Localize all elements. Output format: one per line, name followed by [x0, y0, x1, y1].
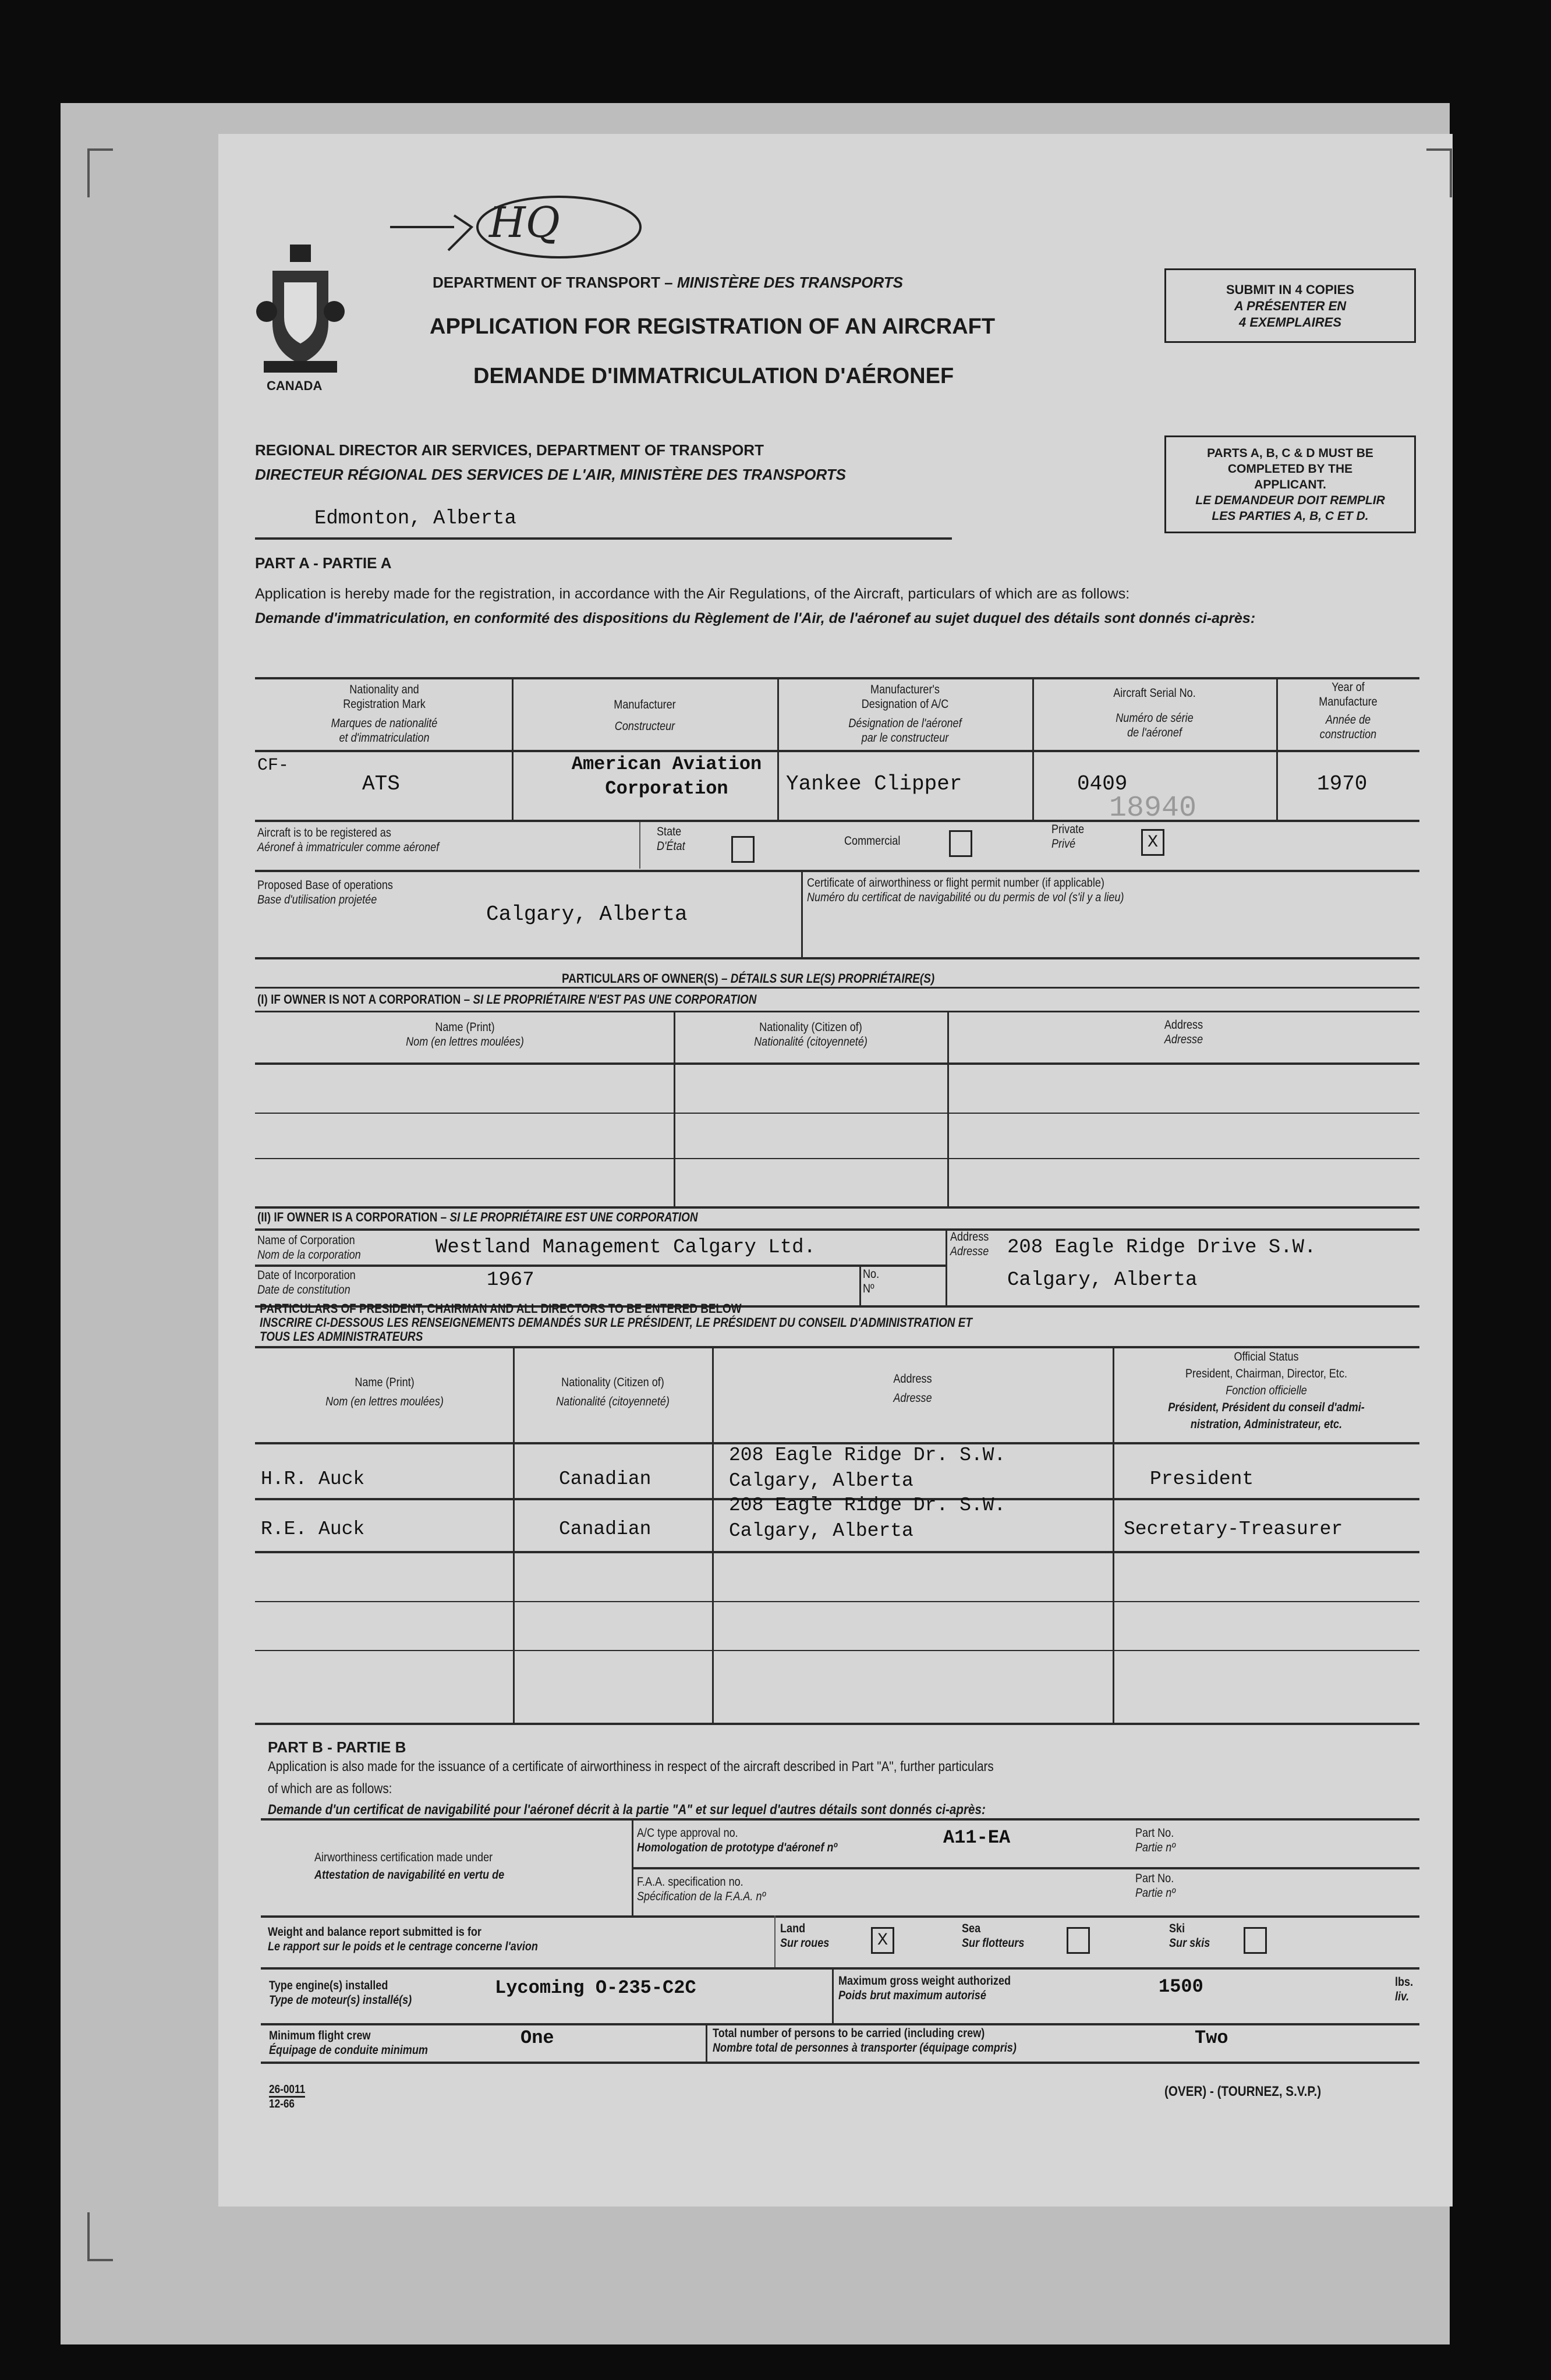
director-address[interactable]: 208 Eagle Ridge Dr. S.W. Calgary, Alberta	[729, 1494, 1006, 1542]
nationality-prefix: CF-	[257, 756, 289, 775]
weight-balance-label: Weight and balance report submitted is for Le rapport sur le poids et le centrage concerne l'avion	[268, 1925, 538, 1953]
director-status[interactable]: President	[1150, 1468, 1254, 1490]
part-b-intro: Application is also made for the issuance of a certificate of airworthiness in respect of the aircraft described in Part "A", further particulars of which are as follows:	[268, 1759, 994, 1797]
serial-stamp: 18940	[1109, 792, 1197, 825]
director-col-address: Address Adresse	[893, 1372, 932, 1405]
min-crew-label: Minimum flight crew Équipage de conduite minimum	[269, 2029, 428, 2057]
certificate-label: Certificate of airworthiness or flight permit number (if applicable) Numéro du certificat de navigabilité ou du permis de vol (s'il y a lieu)	[807, 876, 1124, 904]
col-header-designation: Manufacturer's Designation of A/C Désignation de l'aéronef par le constructeur	[848, 683, 962, 745]
registered-as-label: Aircraft is to be registered as Aéronef à immatriculer comme aéronef	[257, 826, 440, 854]
corp-address-line1[interactable]: 208 Eagle Ridge Drive S.W.	[1007, 1237, 1316, 1259]
weight-unit: lbs. liv.	[1395, 1975, 1414, 2003]
over-note: (OVER) - (TOURNEZ, S.V.P.)	[1164, 2084, 1322, 2099]
corp-address-line2[interactable]: Calgary, Alberta	[1007, 1269, 1198, 1291]
non-corporation-heading: (I) IF OWNER IS NOT A CORPORATION – SI LE PROPRIÉTAIRE N'EST PAS UNE CORPORATION	[257, 992, 757, 1007]
engine-label: Type engine(s) installed Type de moteur(s) installé(s)	[269, 1979, 412, 2007]
commercial-checkbox[interactable]	[949, 830, 972, 857]
state-label: State D'État	[657, 825, 685, 853]
director-name[interactable]: H.R. Auck	[261, 1468, 365, 1490]
director-name[interactable]: R.E. Auck	[261, 1518, 365, 1540]
airworthiness-label: Airworthiness certification made under Attestation de navigabilité en vertu de	[314, 1851, 505, 1882]
director-nationality[interactable]: Canadian	[559, 1468, 651, 1490]
private-label: Private Privé	[1051, 823, 1085, 851]
ski-checkbox[interactable]	[1244, 1927, 1267, 1954]
director-col-status: Official Status President, Chairman, Director, Etc. Fonction officielle Président, Président du conseil d'admi- nistration, Administrateur, etc.	[1168, 1350, 1365, 1431]
submit-copies-box: SUBMIT IN 4 COPIES A PRÉSENTER EN 4 EXEMPLAIRES	[1164, 268, 1416, 343]
owner-col-address: Address Adresse	[1164, 1018, 1203, 1046]
part-b-heading: PART B - PARTIE B	[268, 1738, 406, 1756]
incorporation-no-label: No. Nº	[863, 1267, 880, 1295]
part-b-intro-fr: Demande d'un certificat de navigabilité pour l'aéronef décrit à la partie "A" et sur lequel d'autres détails sont donnés ci-après:	[268, 1802, 986, 1818]
faa-spec-label: F.A.A. specification no. Spécification de la F.A.A. nº	[637, 1875, 766, 1903]
col-header-registration: Nationality and Registration Mark Marques de nationalité et d'immatriculation	[331, 683, 438, 745]
coat-of-arms-logo	[255, 242, 346, 381]
commercial-label: Commercial	[844, 834, 901, 848]
director-col-name: Name (Print) Nom (en lettres moulées)	[325, 1376, 444, 1408]
department-line: DEPARTMENT OF TRANSPORT – MINISTÈRE DES TRANSPORTS	[433, 274, 903, 291]
faa-part-no-label: Part No. Partie nº	[1135, 1872, 1175, 1900]
land-checkbox[interactable]: X	[871, 1927, 894, 1954]
director-address[interactable]: 208 Eagle Ridge Dr. S.W. Calgary, Alberta	[729, 1444, 1006, 1492]
director-nationality[interactable]: Canadian	[559, 1518, 651, 1540]
form-title: APPLICATION FOR REGISTRATION OF AN AIRCRAFT	[430, 314, 996, 339]
base-label: Proposed Base of operations Base d'utilisation projetée	[257, 879, 393, 906]
type-approval-label: A/C type approval no. Homologation de prototype d'aéronef nº	[637, 1826, 837, 1854]
col-header-year: Year of Manufacture Année de construction	[1319, 681, 1378, 741]
min-crew-field[interactable]: One	[520, 2027, 554, 2049]
corp-address-label: Address Adresse	[950, 1230, 989, 1258]
corp-name-field[interactable]: Westland Management Calgary Ltd.	[435, 1237, 816, 1259]
director-status[interactable]: Secretary-Treasurer	[1124, 1518, 1343, 1540]
corp-name-label: Name of Corporation Nom de la corporation	[257, 1234, 361, 1262]
country-label: CANADA	[267, 378, 323, 393]
form-number: 26-0011 12-66	[269, 2083, 306, 2110]
type-approval-field[interactable]: A11-EA	[943, 1827, 1011, 1848]
sea-checkbox[interactable]	[1067, 1927, 1090, 1954]
parts-required-box: PARTS A, B, C & D MUST BE COMPLETED BY THE APPLICANT. LE DEMANDEUR DOIT REMPLIR LES PARTIES A, B, C ET D.	[1164, 435, 1416, 533]
serial-number-field[interactable]: 0409	[1077, 772, 1128, 796]
land-label: Land Sur roues	[780, 1922, 830, 1950]
form-title-fr: DEMANDE D'IMMATRICULATION D'AÉRONEF	[473, 364, 954, 388]
corporation-heading: (II) IF OWNER IS A CORPORATION – SI LE PROPRIÉTAIRE EST UNE CORPORATION	[257, 1210, 698, 1224]
sea-label: Sea Sur flotteurs	[962, 1922, 1025, 1950]
engine-field[interactable]: Lycoming O-235-C2C	[495, 1977, 696, 1999]
owner-col-name: Name (Print) Nom (en lettres moulées)	[406, 1021, 524, 1049]
part-no-label: Part No. Partie nº	[1135, 1826, 1175, 1854]
region-field[interactable]: Edmonton, Alberta	[314, 508, 516, 530]
ski-label: Ski Sur skis	[1169, 1922, 1210, 1950]
incorporation-date-label: Date of Incorporation Date de constitution	[257, 1269, 356, 1297]
part-a-intro: Application is hereby made for the registration, in accordance with the Air Regulations, of the Aircraft, particulars of which are as follows:	[255, 586, 1130, 602]
state-checkbox[interactable]	[731, 836, 755, 863]
col-header-manufacturer: Manufacturer Constructeur	[614, 698, 676, 733]
divider	[255, 537, 952, 540]
max-gross-weight-field[interactable]: 1500	[1159, 1976, 1203, 1998]
owner-col-nationality: Nationality (Citizen of) Nationalité (citoyenneté)	[754, 1021, 867, 1049]
part-a-heading: PART A - PARTIE A	[255, 554, 392, 572]
directors-note: PARTICULARS OF PRESIDENT, CHAIRMAN AND ALL DIRECTORS TO BE ENTERED BELOW INSCRIRE CI-DESSOUS LES RENSEIGNEMENTS DEMANDÉS SUR LE PRÉSIDENT, LE PRÉSIDENT DU CONSEIL D'ADMINISTRATION ET TOUS LES ADMINISTRATEURS	[260, 1301, 972, 1344]
incorporation-date-field[interactable]: 1967	[487, 1269, 534, 1291]
private-checkbox[interactable]: X	[1141, 829, 1164, 856]
crop-mark	[87, 2212, 113, 2261]
owners-heading: PARTICULARS OF OWNER(S) – DÉTAILS SUR LE(S) PROPRIÉTAIRE(S)	[562, 971, 935, 986]
total-persons-label: Total number of persons to be carried (including crew) Nombre total de personnes à transporter (équipage compris)	[713, 2027, 1017, 2055]
registration-mark-field[interactable]: ATS	[362, 772, 400, 796]
year-field[interactable]: 1970	[1317, 772, 1368, 796]
director-col-nationality: Nationality (Citizen of) Nationalité (citoyenneté)	[556, 1376, 670, 1408]
max-gross-weight-label: Maximum gross weight authorized Poids brut maximum autorisé	[838, 1974, 1011, 2002]
crop-mark	[87, 148, 113, 197]
designation-field[interactable]: Yankee Clipper	[786, 772, 962, 796]
col-header-serial: Aircraft Serial No. Numéro de série de l'aéronef	[1113, 686, 1196, 739]
addressee: REGIONAL DIRECTOR AIR SERVICES, DEPARTMENT OF TRANSPORT	[255, 441, 764, 459]
crop-mark	[1426, 148, 1452, 197]
handwritten-mark: HQ	[489, 198, 560, 247]
part-a-intro-fr: Demande d'immatriculation, en conformité des dispositions du Règlement de l'Air, de l'aéronef au sujet duquel des détails sont donnés ci-après:	[255, 610, 1256, 626]
total-persons-field[interactable]: Two	[1195, 2027, 1228, 2049]
base-field[interactable]: Calgary, Alberta	[486, 902, 688, 926]
manufacturer-field[interactable]: American Aviation Corporation	[571, 753, 762, 799]
addressee-fr: DIRECTEUR RÉGIONAL DES SERVICES DE L'AIR, MINISTÈRE DES TRANSPORTS	[255, 466, 847, 483]
